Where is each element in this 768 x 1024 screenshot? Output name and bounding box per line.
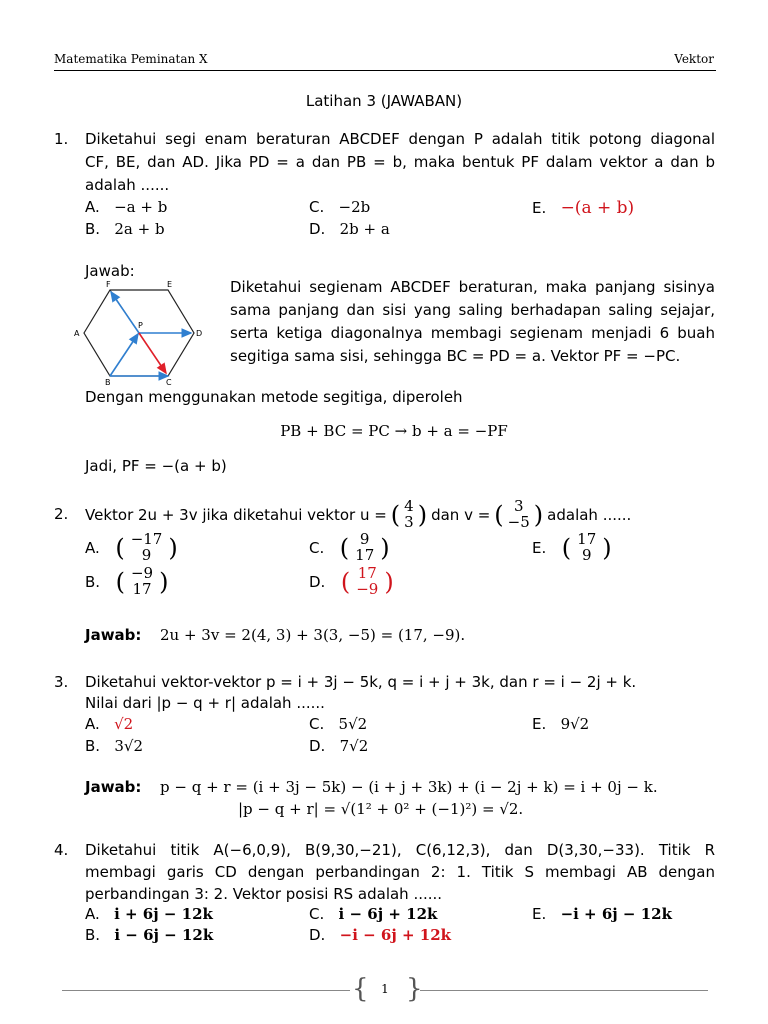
question-stem-line: Vektor 2u + 3v jika diketahui vektor u = ( 4 3 ) dan v = ( 3 −5 ) adalah ......: [85, 497, 632, 531]
triangle-equation: PB + BC = PC → b + a = −PF: [280, 422, 508, 440]
arrow-bp: [110, 334, 138, 376]
option-value: 3√2: [114, 737, 144, 755]
option-value: 5√2: [338, 715, 368, 733]
page-number: 1: [381, 982, 389, 996]
option-d: D. 2b + a: [309, 220, 390, 238]
answer-label: Jawab:: [85, 262, 135, 280]
footer-brace-left: {: [352, 974, 369, 1004]
hexagon-figure: [70, 278, 220, 388]
answer-text: p − q + r = (i + 3j − 5k) − (i + j + 3k) + (i − 2j + k) = i + 0j − k.: [160, 778, 658, 796]
vector-u: 4 3: [404, 497, 414, 531]
option-value-correct: −(a + b): [560, 198, 635, 218]
vertex-label-b: B: [105, 378, 111, 387]
option-value-correct: −i − 6j + 12k: [339, 926, 452, 944]
stem-text: dan v =: [431, 506, 491, 524]
stem-text: adalah ......: [547, 506, 632, 524]
header-rule: [54, 70, 716, 71]
option-b: B. 2a + b: [85, 220, 165, 238]
vertex-label-p: P: [138, 321, 143, 330]
question-stem-line: Nilai dari |p − q + r| adalah ......: [85, 694, 325, 712]
vertex-label-c: C: [166, 378, 172, 387]
conclusion-text: Jadi, PF = −(a + b): [85, 457, 227, 475]
option-value: i − 6j + 12k: [338, 905, 438, 923]
option-d: D. −i − 6j + 12k: [309, 926, 452, 944]
question-stem-line: Diketahui vektor-vektor p = i + 3j − 5k, q = i + j + 3k, dan r = i − 2j + k.: [85, 673, 637, 691]
vertex-label-d: D: [196, 329, 203, 338]
option-a: A. √2: [85, 715, 134, 733]
footer-rule-left: [62, 990, 350, 991]
explanation-line: sama panjang dan sisi yang saling berhadapan saling sejajar,: [230, 301, 715, 319]
option-c: C. 5√2: [309, 715, 368, 733]
question-stem-line: perbandingan 3: 2. Vektor posisi RS adalah ......: [85, 885, 443, 903]
option-c: C. −2b: [309, 198, 371, 216]
explanation-line: serta ketiga diagonalnya membagi segienam menjadi 6 buah: [230, 324, 715, 342]
option-a: A. ( −17 9 ): [85, 530, 178, 564]
option-d: D. 7√2: [309, 737, 369, 755]
explanation-line: Diketahui segienam ABCDEF beraturan, maka panjang sisinya: [230, 278, 715, 296]
footer-brace-right: }: [406, 974, 423, 1004]
option-c: C. i − 6j + 12k: [309, 905, 438, 923]
option-value: 2b + a: [339, 220, 390, 238]
option-e: E. ( 17 9 ): [532, 530, 612, 564]
answer-label: Jawab:: [85, 778, 142, 796]
option-d: D. ( 17 −9 ): [309, 564, 394, 598]
option-b: B. 3√2: [85, 737, 144, 755]
option-value-correct: 17 −9: [356, 564, 379, 598]
question-stem-line: adalah ......: [85, 176, 170, 194]
option-value: i + 6j − 12k: [114, 905, 213, 923]
question-number: 4.: [54, 841, 69, 859]
answer-label: Jawab:: [85, 626, 142, 644]
question-number: 3.: [54, 673, 69, 691]
header-left: Matematika Peminatan X: [54, 52, 208, 66]
arrow-pf: [111, 292, 139, 333]
option-b: B. i − 6j − 12k: [85, 926, 214, 944]
option-value: 9√2: [560, 715, 590, 733]
method-text: Dengan menggunakan metode segitiga, diperoleh: [85, 388, 463, 406]
option-value: 2a + b: [114, 220, 165, 238]
option-a: A. −a + b: [85, 198, 168, 216]
question-stem-line: Diketahui segi enam beraturan ABCDEF dengan P adalah titik potong diagonal: [85, 130, 715, 148]
option-e: E. −i + 6j − 12k: [532, 905, 672, 923]
header-right: Vektor: [674, 52, 714, 66]
option-e: E. 9√2: [532, 715, 590, 733]
answer-text: 2u + 3v = 2(4, 3) + 3(3, −5) = (17, −9).: [160, 626, 466, 644]
answer-text: |p − q + r| = √(1² + 0² + (−1)²) = √2.: [238, 800, 524, 818]
question-stem-line: Diketahui titik A(−6,0,9), B(9,30,−21), C(6,12,3), dan D(3,30,−33). Titik R: [85, 841, 715, 859]
vertex-label-a: A: [74, 329, 80, 338]
page-title: Latihan 3 (JAWABAN): [305, 92, 463, 110]
question-number: 2.: [54, 505, 69, 523]
vertex-label-e: E: [167, 280, 173, 289]
explanation-line: segitiga sama sisi, sehingga BC = PD = a. Vektor PF = −PC.: [230, 347, 681, 365]
arrow-pc: [139, 333, 166, 373]
option-value: 7√2: [339, 737, 369, 755]
option-value: −2b: [338, 198, 371, 216]
option-e: E. −(a + b): [532, 198, 635, 218]
footer-rule-right: [420, 990, 708, 991]
stem-text: Vektor 2u + 3v jika diketahui vektor u =: [85, 506, 387, 524]
option-value: −i + 6j − 12k: [560, 905, 672, 923]
option-b: B. ( −9 17 ): [85, 564, 169, 598]
option-value: i − 6j − 12k: [114, 926, 214, 944]
question-stem-line: CF, BE, dan AD. Jika PD = a dan PB = b, maka bentuk PF dalam vektor a dan b: [85, 153, 715, 171]
option-value: −a + b: [114, 198, 168, 216]
question-number: 1.: [54, 130, 69, 148]
option-a: A. i + 6j − 12k: [85, 905, 213, 923]
question-stem-line: membagi garis CD dengan perbandingan 2: 1. Titik S membagi AB dengan: [85, 863, 715, 881]
option-c: C. ( 9 17 ): [309, 530, 390, 564]
vertex-label-f: F: [106, 280, 111, 289]
vector-v: 3 −5: [507, 497, 530, 531]
option-value-correct: √2: [114, 715, 134, 733]
